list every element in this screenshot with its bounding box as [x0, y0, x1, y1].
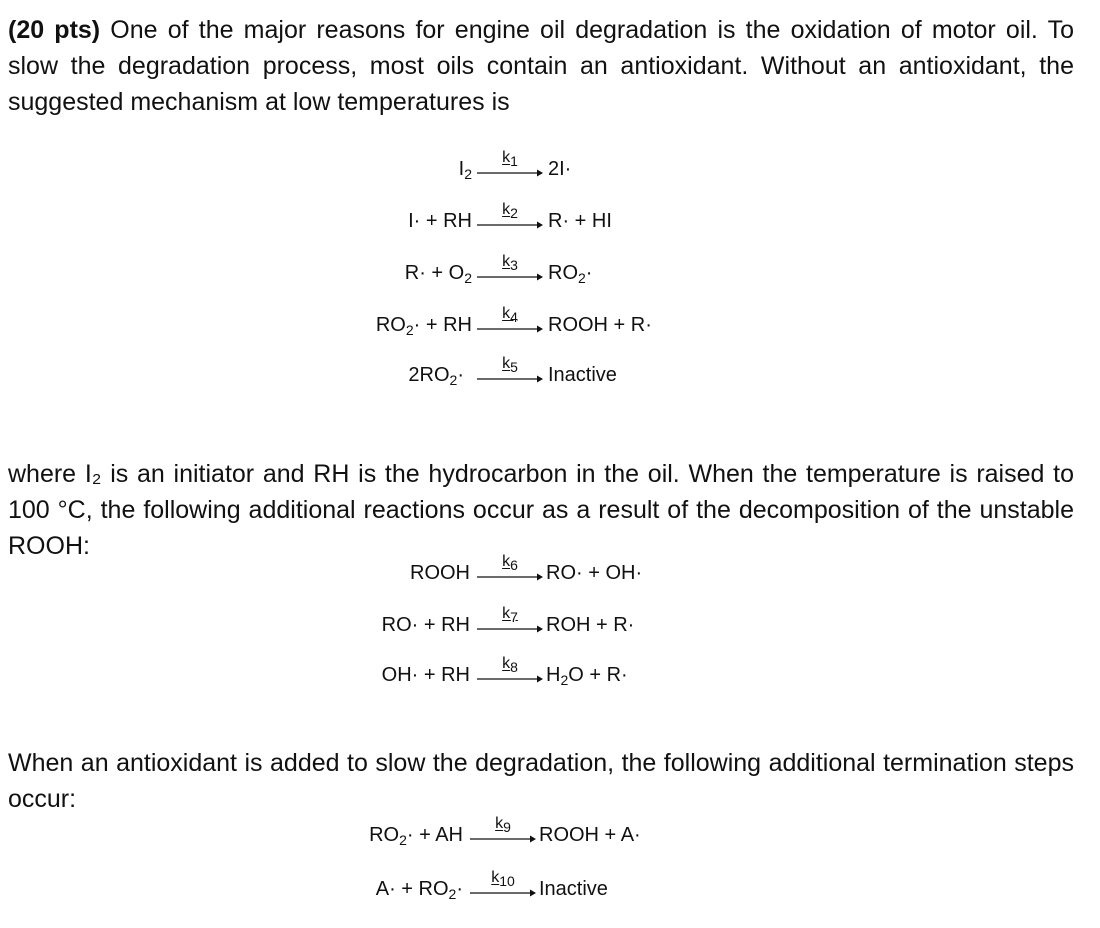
reaction-10 [0, 866, 463, 906]
products: ROOH + R· [548, 314, 652, 336]
products: $RO_2\cdot$ [548, 262, 593, 286]
rate-constant: $k_9$ [495, 815, 511, 835]
reactants: $2RO_2\cdot$ [408, 364, 464, 388]
reaction-2 [0, 198, 472, 238]
reactants: $RO_2\cdot$ + AH [369, 824, 463, 848]
arrow-right-icon [477, 572, 543, 582]
reaction-7 [0, 602, 470, 642]
rate-constant: $k_1$ [502, 149, 518, 169]
reaction-arrow [477, 302, 543, 342]
rate-constant: $k_{10}$ [491, 869, 515, 889]
reactants: $I_2$ [458, 158, 472, 182]
arrow-right-icon [477, 624, 543, 634]
reaction-arrow [477, 652, 543, 692]
products: R· + HI [548, 210, 612, 232]
rate-constant: $k_4$ [502, 305, 518, 325]
products: 2I· [548, 158, 572, 180]
reactants: $R\cdot + O_2$ [404, 262, 472, 286]
products: RO· + OH· [546, 562, 643, 584]
rate-constant: $k_7$ [502, 605, 518, 625]
arrow-right-icon [477, 168, 543, 178]
reactants: ROOH [410, 562, 470, 584]
products: Inactive [548, 364, 617, 386]
reaction-arrow [477, 602, 543, 642]
arrow-right-icon [477, 324, 543, 334]
reactants: $A\cdot + RO_2\cdot$ [375, 878, 463, 902]
points-label: (20 pts) [8, 16, 101, 44]
intro-text: One of the major reasons for engine oil degradation is the oxidation of motor oil. To slow the degradation process, most oils contain an antioxidant. Without an antioxidant, the suggested mechanism at low temperatures is [8, 16, 1075, 116]
arrow-right-icon [470, 888, 536, 898]
reaction-arrow [470, 866, 536, 906]
reaction-6 [0, 550, 470, 590]
reaction-5 [0, 352, 464, 392]
rate-constant: $k_8$ [502, 655, 518, 675]
rate-constant: $k_5$ [502, 355, 518, 375]
rate-constant: $k_2$ [502, 201, 518, 221]
products: $H_2O + R\cdot$ [546, 664, 628, 688]
reactants: OH· + RH [381, 664, 470, 686]
reaction-arrow [477, 146, 543, 186]
arrow-right-icon [477, 272, 543, 282]
reaction-4 [0, 302, 472, 342]
reaction-arrow [477, 352, 543, 392]
arrow-right-icon [477, 674, 543, 684]
reaction-arrow [477, 198, 543, 238]
products: ROOH + A· [539, 824, 641, 846]
middle-paragraph [8, 456, 1074, 564]
reaction-3 [0, 250, 472, 290]
antioxidant-paragraph [8, 745, 1074, 817]
products: ROH + R· [546, 614, 635, 636]
reaction-arrow [477, 550, 543, 590]
reactants: I· + RH [408, 210, 472, 232]
reaction-8 [0, 652, 470, 692]
reactants: RO· + RH [381, 614, 470, 636]
reaction-arrow [470, 812, 536, 852]
rate-constant: $k_6$ [502, 553, 518, 573]
middle-text: where I₂ is an initiator and RH is the hydrocarbon in the oil. When the temperature is raised to 100 °C, the following additional reactions occur as a result of the decomposition of the unstable ROOH: [8, 460, 1074, 560]
reactants: $RO_2\cdot$ + RH [375, 314, 472, 338]
arrow-right-icon [477, 220, 543, 230]
arrow-right-icon [477, 374, 543, 384]
reaction-arrow [477, 250, 543, 290]
reaction-9 [0, 812, 463, 852]
products: Inactive [539, 878, 608, 900]
reaction-1 [0, 146, 472, 186]
arrow-right-icon [470, 834, 536, 844]
intro-paragraph [8, 12, 1074, 120]
antioxidant-text: When an antioxidant is added to slow the degradation, the following additional termination steps occur: [8, 749, 1074, 813]
rate-constant: $k_3$ [502, 253, 518, 273]
